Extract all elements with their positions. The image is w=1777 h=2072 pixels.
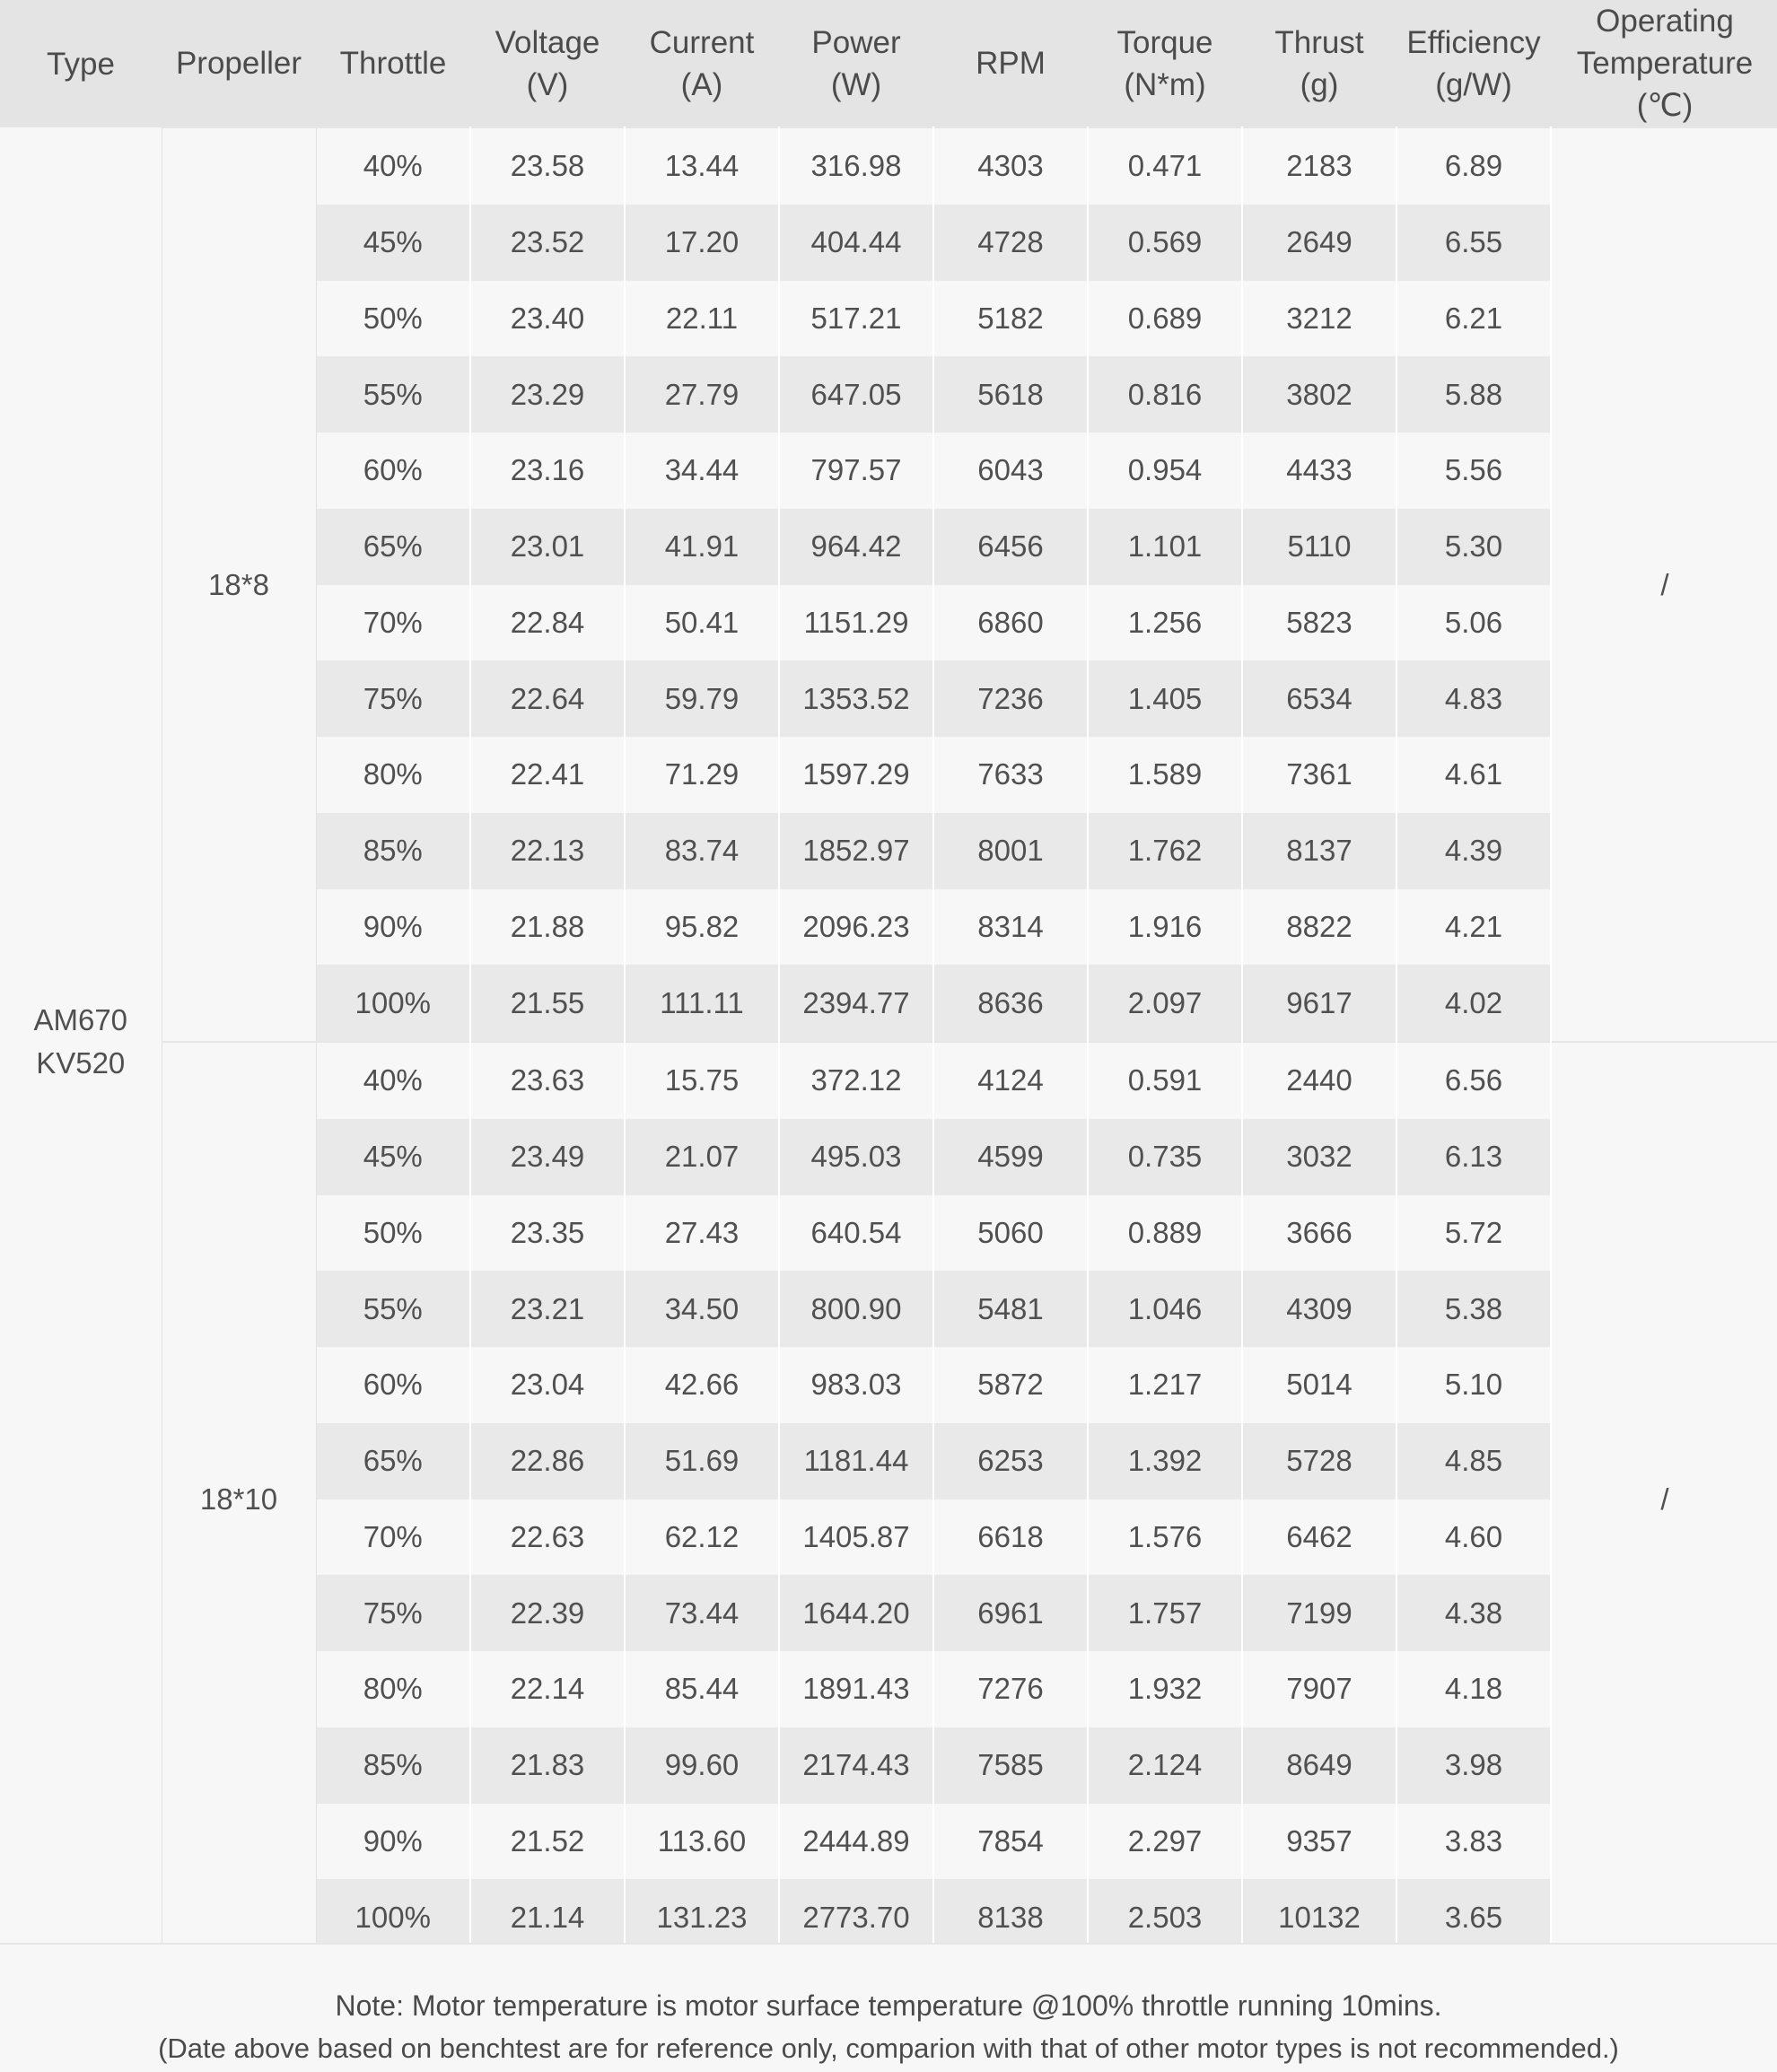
cell-rpm: 5182 — [933, 281, 1088, 357]
cell-efficiency: 4.02 — [1396, 965, 1551, 1042]
table-row — [0, 127, 1777, 205]
header-power — [779, 0, 933, 127]
cell-voltage: 22.14 — [470, 1651, 625, 1727]
operating-temperature-cell: / — [1551, 1042, 1777, 1955]
cell-current: 27.79 — [625, 356, 779, 433]
cell-thrust: 2440 — [1242, 1042, 1396, 1119]
cell-voltage: 22.39 — [470, 1575, 625, 1651]
cell-thrust: 4309 — [1242, 1271, 1396, 1347]
cell-throttle: 70% — [316, 585, 470, 661]
cell-power: 517.21 — [779, 281, 933, 357]
header-thrust-line: Thrust — [1274, 24, 1364, 60]
header-type — [0, 0, 162, 127]
cell-torque: 0.735 — [1088, 1119, 1242, 1195]
cell-power: 2773.70 — [779, 1879, 933, 1955]
cell-torque: 1.405 — [1088, 660, 1242, 737]
cell-throttle: 80% — [316, 1651, 470, 1727]
cell-voltage: 22.63 — [470, 1499, 625, 1576]
cell-thrust: 3032 — [1242, 1119, 1396, 1195]
cell-throttle: 65% — [316, 1423, 470, 1499]
cell-throttle: 75% — [316, 660, 470, 737]
header-efficiency-line: (g/W) — [1435, 66, 1512, 102]
cell-rpm: 6961 — [933, 1575, 1088, 1651]
cell-voltage: 23.58 — [470, 127, 625, 205]
cell-throttle: 60% — [316, 1347, 470, 1423]
cell-thrust: 9357 — [1242, 1804, 1396, 1880]
header-current-line: (A) — [680, 66, 723, 102]
cell-rpm: 8636 — [933, 965, 1088, 1042]
cell-power: 1151.29 — [779, 585, 933, 661]
cell-current: 27.43 — [625, 1195, 779, 1272]
cell-rpm: 6456 — [933, 509, 1088, 585]
cell-efficiency: 3.65 — [1396, 1879, 1551, 1955]
cell-power: 495.03 — [779, 1119, 933, 1195]
cell-current: 83.74 — [625, 813, 779, 889]
cell-efficiency: 5.30 — [1396, 509, 1551, 585]
cell-rpm: 4599 — [933, 1119, 1088, 1195]
header-operating-temperature — [1551, 0, 1777, 127]
cell-voltage: 23.16 — [470, 433, 625, 509]
cell-torque: 1.932 — [1088, 1651, 1242, 1727]
cell-throttle: 55% — [316, 356, 470, 433]
cell-current: 131.23 — [625, 1879, 779, 1955]
cell-torque: 2.297 — [1088, 1804, 1242, 1880]
cell-efficiency: 5.88 — [1396, 356, 1551, 433]
header-torque-line: Torque — [1116, 24, 1213, 60]
cell-rpm: 8138 — [933, 1879, 1088, 1955]
cell-throttle: 100% — [316, 1879, 470, 1955]
cell-thrust: 5110 — [1242, 509, 1396, 585]
cell-torque: 1.757 — [1088, 1575, 1242, 1651]
cell-throttle: 100% — [316, 965, 470, 1042]
cell-voltage: 21.55 — [470, 965, 625, 1042]
cell-current: 99.60 — [625, 1727, 779, 1804]
cell-rpm: 8001 — [933, 813, 1088, 889]
cell-voltage: 23.63 — [470, 1042, 625, 1119]
cell-power: 1852.97 — [779, 813, 933, 889]
propeller-cell: 18*10 — [162, 1042, 316, 1955]
cell-voltage: 23.49 — [470, 1119, 625, 1195]
cell-thrust: 5823 — [1242, 585, 1396, 661]
cell-torque: 0.591 — [1088, 1042, 1242, 1119]
cell-throttle: 50% — [316, 281, 470, 357]
cell-current: 13.44 — [625, 127, 779, 205]
cell-efficiency: 4.60 — [1396, 1499, 1551, 1576]
cell-current: 41.91 — [625, 509, 779, 585]
cell-current: 73.44 — [625, 1575, 779, 1651]
cell-rpm: 6253 — [933, 1423, 1088, 1499]
cell-power: 1353.52 — [779, 660, 933, 737]
cell-voltage: 23.35 — [470, 1195, 625, 1272]
cell-torque: 1.762 — [1088, 813, 1242, 889]
cell-thrust: 3666 — [1242, 1195, 1396, 1272]
header-current — [625, 0, 779, 127]
cell-power: 2174.43 — [779, 1727, 933, 1804]
cell-efficiency: 4.83 — [1396, 660, 1551, 737]
cell-rpm: 5481 — [933, 1271, 1088, 1347]
cell-current: 111.11 — [625, 965, 779, 1042]
cell-torque: 0.471 — [1088, 127, 1242, 205]
header-type-line: Type — [47, 46, 115, 82]
cell-power: 647.05 — [779, 356, 933, 433]
cell-power: 800.90 — [779, 1271, 933, 1347]
cell-efficiency: 6.55 — [1396, 205, 1551, 281]
cell-rpm: 5872 — [933, 1347, 1088, 1423]
cell-current: 34.44 — [625, 433, 779, 509]
header-current-line: Current — [649, 24, 755, 60]
cell-voltage: 22.13 — [470, 813, 625, 889]
cell-rpm: 4728 — [933, 205, 1088, 281]
cell-rpm: 7276 — [933, 1651, 1088, 1727]
cell-rpm: 6618 — [933, 1499, 1088, 1576]
cell-power: 964.42 — [779, 509, 933, 585]
cell-throttle: 80% — [316, 737, 470, 813]
cell-throttle: 40% — [316, 1042, 470, 1119]
cell-voltage: 23.52 — [470, 205, 625, 281]
cell-current: 71.29 — [625, 737, 779, 813]
cell-power: 2394.77 — [779, 965, 933, 1042]
table-body — [0, 127, 1777, 1955]
cell-torque: 1.576 — [1088, 1499, 1242, 1576]
cell-torque: 1.217 — [1088, 1347, 1242, 1423]
cell-efficiency: 4.18 — [1396, 1651, 1551, 1727]
cell-efficiency: 4.21 — [1396, 889, 1551, 966]
cell-rpm: 7854 — [933, 1804, 1088, 1880]
header-operating-temperature-line: (℃) — [1636, 88, 1694, 123]
cell-efficiency: 3.98 — [1396, 1727, 1551, 1804]
motor-type-line: KV520 — [36, 1045, 126, 1080]
cell-current: 59.79 — [625, 660, 779, 737]
header-voltage — [470, 0, 625, 127]
header-throttle-line: Throttle — [339, 46, 447, 81]
cell-current: 85.44 — [625, 1651, 779, 1727]
cell-voltage: 22.41 — [470, 737, 625, 813]
cell-torque: 2.503 — [1088, 1879, 1242, 1955]
footnote-line-1: Note: Motor temperature is motor surface temperature @100% throttle running 10mins. — [335, 1989, 1442, 2022]
cell-voltage: 23.21 — [470, 1271, 625, 1347]
cell-efficiency: 6.13 — [1396, 1119, 1551, 1195]
cell-throttle: 60% — [316, 433, 470, 509]
cell-rpm: 6860 — [933, 585, 1088, 661]
cell-efficiency: 4.38 — [1396, 1575, 1551, 1651]
cell-torque: 0.569 — [1088, 205, 1242, 281]
cell-current: 17.20 — [625, 205, 779, 281]
motor-type-line: AM670 — [33, 1002, 128, 1036]
cell-efficiency: 5.10 — [1396, 1347, 1551, 1423]
cell-throttle: 45% — [316, 1119, 470, 1195]
cell-voltage: 21.52 — [470, 1804, 625, 1880]
cell-voltage: 21.14 — [470, 1879, 625, 1955]
cell-rpm: 5618 — [933, 356, 1088, 433]
cell-voltage: 23.29 — [470, 356, 625, 433]
cell-current: 34.50 — [625, 1271, 779, 1347]
cell-voltage: 21.83 — [470, 1727, 625, 1804]
cell-rpm: 4303 — [933, 127, 1088, 205]
header-rpm-line: RPM — [976, 46, 1046, 81]
cell-current: 51.69 — [625, 1423, 779, 1499]
header-torque — [1088, 0, 1242, 127]
cell-rpm: 8314 — [933, 889, 1088, 966]
header-operating-temperature-line: Temperature — [1576, 46, 1754, 81]
cell-power: 2444.89 — [779, 1804, 933, 1880]
cell-power: 1597.29 — [779, 737, 933, 813]
cell-voltage: 21.88 — [470, 889, 625, 966]
header-power-line: Power — [811, 24, 901, 60]
cell-current: 113.60 — [625, 1804, 779, 1880]
cell-torque: 1.392 — [1088, 1423, 1242, 1499]
footnote — [0, 1943, 1777, 2072]
cell-current: 42.66 — [625, 1347, 779, 1423]
header-power-line: (W) — [830, 66, 882, 102]
cell-thrust: 9617 — [1242, 965, 1396, 1042]
cell-rpm: 7585 — [933, 1727, 1088, 1804]
cell-efficiency: 6.21 — [1396, 281, 1551, 357]
cell-throttle: 85% — [316, 1727, 470, 1804]
cell-torque: 2.097 — [1088, 965, 1242, 1042]
header-operating-temperature-line: Operating — [1596, 4, 1734, 39]
cell-efficiency: 5.06 — [1396, 585, 1551, 661]
cell-power: 1644.20 — [779, 1575, 933, 1651]
header-thrust-line: (g) — [1300, 66, 1339, 102]
table-row — [0, 1042, 1777, 1119]
cell-rpm: 4124 — [933, 1042, 1088, 1119]
cell-thrust: 5014 — [1242, 1347, 1396, 1423]
header-voltage-line: (V) — [526, 66, 569, 102]
cell-current: 15.75 — [625, 1042, 779, 1119]
cell-thrust: 2183 — [1242, 127, 1396, 205]
cell-power: 404.44 — [779, 205, 933, 281]
cell-rpm: 7633 — [933, 737, 1088, 813]
cell-torque: 1.589 — [1088, 737, 1242, 813]
operating-temperature-cell: / — [1551, 127, 1777, 1042]
cell-thrust: 10132 — [1242, 1879, 1396, 1955]
cell-throttle: 65% — [316, 509, 470, 585]
cell-power: 1891.43 — [779, 1651, 933, 1727]
cell-thrust: 6534 — [1242, 660, 1396, 737]
cell-current: 50.41 — [625, 585, 779, 661]
cell-power: 983.03 — [779, 1347, 933, 1423]
cell-voltage: 22.64 — [470, 660, 625, 737]
cell-thrust: 7199 — [1242, 1575, 1396, 1651]
cell-power: 316.98 — [779, 127, 933, 205]
cell-thrust: 5728 — [1242, 1423, 1396, 1499]
cell-throttle: 75% — [316, 1575, 470, 1651]
cell-torque: 1.916 — [1088, 889, 1242, 966]
cell-throttle: 55% — [316, 1271, 470, 1347]
cell-power: 372.12 — [779, 1042, 933, 1119]
cell-thrust: 4433 — [1242, 433, 1396, 509]
cell-voltage: 23.04 — [470, 1347, 625, 1423]
cell-torque: 0.889 — [1088, 1195, 1242, 1272]
cell-current: 95.82 — [625, 889, 779, 966]
cell-throttle: 50% — [316, 1195, 470, 1272]
cell-efficiency: 5.72 — [1396, 1195, 1551, 1272]
cell-throttle: 70% — [316, 1499, 470, 1576]
header-thrust — [1242, 0, 1396, 127]
cell-rpm: 5060 — [933, 1195, 1088, 1272]
cell-efficiency: 4.39 — [1396, 813, 1551, 889]
cell-torque: 0.954 — [1088, 433, 1242, 509]
cell-efficiency: 6.89 — [1396, 127, 1551, 205]
cell-current: 21.07 — [625, 1119, 779, 1195]
cell-throttle: 90% — [316, 889, 470, 966]
cell-throttle: 40% — [316, 127, 470, 205]
header-torque-line: (N*m) — [1124, 66, 1206, 102]
header-efficiency — [1396, 0, 1551, 127]
cell-power: 640.54 — [779, 1195, 933, 1272]
cell-efficiency: 6.56 — [1396, 1042, 1551, 1119]
header-voltage-line: Voltage — [495, 24, 600, 60]
header-rpm — [933, 0, 1088, 127]
cell-thrust: 8822 — [1242, 889, 1396, 966]
cell-efficiency: 4.85 — [1396, 1423, 1551, 1499]
cell-power: 1405.87 — [779, 1499, 933, 1576]
cell-thrust: 3212 — [1242, 281, 1396, 357]
cell-rpm: 7236 — [933, 660, 1088, 737]
cell-torque: 1.046 — [1088, 1271, 1242, 1347]
motor-type-cell — [0, 127, 162, 1955]
cell-torque: 1.256 — [1088, 585, 1242, 661]
cell-voltage: 22.86 — [470, 1423, 625, 1499]
cell-torque: 0.689 — [1088, 281, 1242, 357]
cell-thrust: 7907 — [1242, 1651, 1396, 1727]
cell-voltage: 22.84 — [470, 585, 625, 661]
cell-torque: 0.816 — [1088, 356, 1242, 433]
cell-thrust: 3802 — [1242, 356, 1396, 433]
cell-throttle: 90% — [316, 1804, 470, 1880]
cell-current: 62.12 — [625, 1499, 779, 1576]
footnote-line-2: (Date above based on benchtest are for reference only, comparion with that of other motor types is not recommended.) — [158, 2033, 1619, 2064]
propeller-cell: 18*8 — [162, 127, 316, 1042]
header-efficiency-line: Efficiency — [1406, 24, 1541, 60]
header-propeller — [162, 0, 316, 127]
cell-power: 797.57 — [779, 433, 933, 509]
header-propeller-line: Propeller — [175, 46, 302, 81]
cell-power: 1181.44 — [779, 1423, 933, 1499]
cell-power: 2096.23 — [779, 889, 933, 966]
cell-voltage: 23.01 — [470, 509, 625, 585]
cell-thrust: 6462 — [1242, 1499, 1396, 1576]
cell-thrust: 7361 — [1242, 737, 1396, 813]
cell-voltage: 23.40 — [470, 281, 625, 357]
cell-thrust: 8137 — [1242, 813, 1396, 889]
cell-thrust: 8649 — [1242, 1727, 1396, 1804]
header-row — [0, 0, 1777, 127]
table-header — [0, 0, 1777, 127]
cell-efficiency: 4.61 — [1396, 737, 1551, 813]
cell-throttle: 85% — [316, 813, 470, 889]
cell-efficiency: 5.56 — [1396, 433, 1551, 509]
cell-torque: 2.124 — [1088, 1727, 1242, 1804]
cell-current: 22.11 — [625, 281, 779, 357]
cell-rpm: 6043 — [933, 433, 1088, 509]
cell-throttle: 45% — [316, 205, 470, 281]
cell-thrust: 2649 — [1242, 205, 1396, 281]
cell-torque: 1.101 — [1088, 509, 1242, 585]
cell-efficiency: 5.38 — [1396, 1271, 1551, 1347]
cell-efficiency: 3.83 — [1396, 1804, 1551, 1880]
header-throttle — [316, 0, 470, 127]
